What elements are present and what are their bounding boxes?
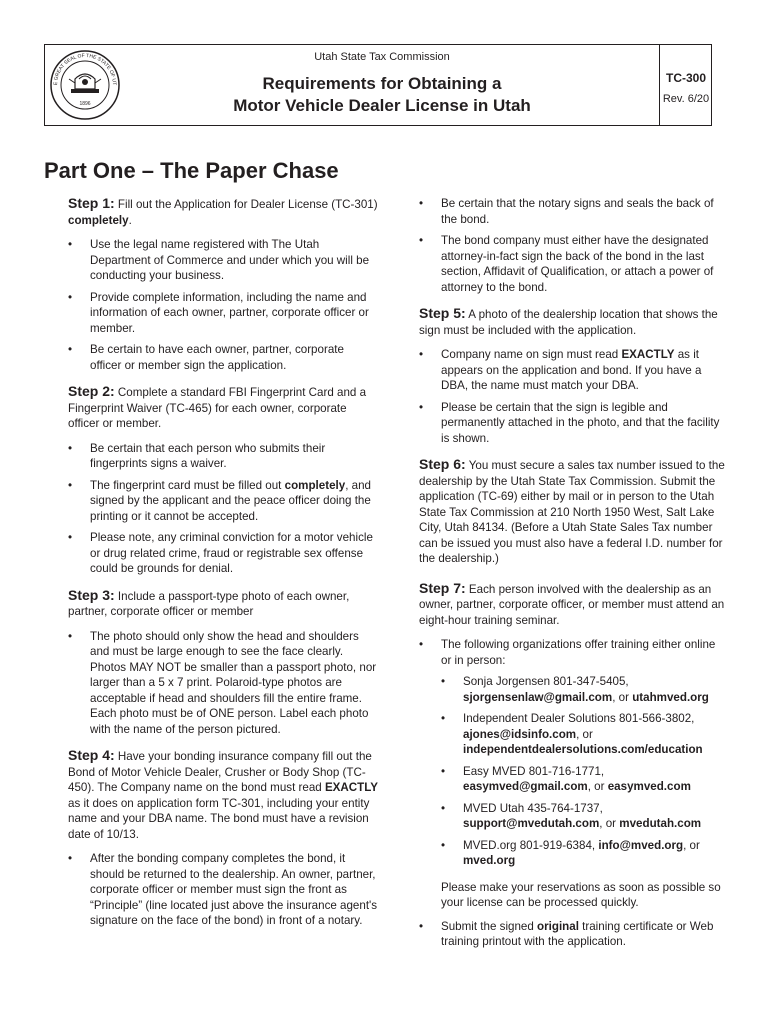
provider-email-link[interactable]: ajones@idsinfo.com xyxy=(463,727,577,741)
revision-date: Rev. 6/20 xyxy=(662,93,710,105)
provider-item: • MVED.org 801-919-6384, info@mved.org, or mved.org xyxy=(441,838,725,869)
step-3: Step 3: Include a passport-type photo of each owner, partner, corporate officer or member xyxy=(68,586,350,618)
step-3-bullets xyxy=(68,629,378,738)
list-item: • Be certain that the notary signs and seals the back of the bond. xyxy=(419,196,725,227)
provider-web-link[interactable]: mvedutah.com xyxy=(619,817,702,830)
form-title: Requirements for Obtaining a Motor Vehicle Dealer License in Utah xyxy=(233,74,531,115)
list-item: • Submit the signed original training certificate or Web training printout with the application. xyxy=(419,919,725,950)
list-item: • Please be certain that the sign is legible and permanently attached in the photo, and that the facility is shown. xyxy=(419,400,725,447)
step-7: Step 7: Each person involved with the dealership as an owner, partner, corporate officer, or member must attend an eight-hour training seminar. xyxy=(419,579,725,627)
step-4-bullets-right xyxy=(419,196,725,295)
left-column xyxy=(68,196,378,940)
list-item: • The bond company must either have the designated attorney-in-fact sign the back of the bond in the last section, Affidavit of Qualification, or attach a power of attorney to the bond. xyxy=(419,233,725,295)
provider-web-link[interactable]: easymved.com xyxy=(607,780,691,793)
provider-email-link[interactable]: sjorgensenlaw@gmail.com xyxy=(463,690,613,704)
step-2: Step 2: Complete a standard FBI Fingerprint Card and a Fingerprint Waiver (TC-465) for each owner, corporate officer or member. xyxy=(68,383,367,430)
step-7-bullets-final xyxy=(419,919,725,950)
step-4-bullets-left xyxy=(68,851,378,929)
list-item: • The following organizations offer training either online or in person: • Sonja Jorgensen 801-347-5405, sjorgensenlaw@gmail.com, or utahmved.org • Independent Dealer Solutions 801-566-3802, ajones@idsinfo.com, or independentdealersolutions.com/education • Easy MVED 801-716-1771, easymved@gmail.com, or easymved.com • MVED Utah 435-764-1737, support@mvedutah.com, or mvedutah.com • MVED.org 801-919-6384, info@mved.org, or mved.org xyxy=(419,637,725,869)
part-title: Part One – The Paper Chase xyxy=(44,158,339,183)
step-1-bullets xyxy=(68,237,378,373)
svg-text:1896: 1896 xyxy=(79,101,91,107)
provider-web-link[interactable]: mved.org xyxy=(463,854,516,867)
form-header xyxy=(44,44,712,126)
list-item: • After the bonding company completes the bond, it should be returned to the dealership. An owner, partner, corporate officer or member must sign the front as “Principle” (line located just above the insurance agent's signature on the face of the bond) in front of a notary. xyxy=(68,851,378,929)
list-item: • Be certain to have each owner, partner, corporate officer or member sign the application. xyxy=(68,342,378,373)
step-7-bullets xyxy=(419,637,725,869)
form-number: TC-300 xyxy=(665,71,706,85)
provider-email-link[interactable]: easymved@gmail.com xyxy=(463,780,588,793)
list-item: • Use the legal name registered with The Utah Department of Commerce and under which you will be conducting your business. xyxy=(68,237,378,284)
step-5: Step 5: A photo of the dealership location that shows the sign must be included with the application. xyxy=(419,305,718,337)
provider-item: • Independent Dealer Solutions 801-566-3802, ajones@idsinfo.com, or independentdealersolutions.com/education xyxy=(441,711,725,758)
utah-state-seal-icon xyxy=(49,49,121,121)
list-item: • Please note, any criminal conviction for a motor vehicle or drug related crime, fraud or registrable sex offense could be grounds for denial. xyxy=(68,530,378,577)
provider-web-link[interactable]: independentdealersolutions.com/education xyxy=(463,743,703,756)
list-item: • The fingerprint card must be filled out completely, and signed by the applicant and the peace officer doing the printing or it cannot be accepted. xyxy=(68,478,378,525)
step-5-bullets xyxy=(419,347,725,446)
svg-text:THE GREAT SEAL OF THE STATE OF: E GREAT SEAL OF THE STATE OF UT xyxy=(52,52,118,86)
list-item: • The photo should only show the head and shoulders and must be large enough to see the face clearly. Photos MAY NOT be smaller than a passport photo, nor larger than a 5 x 7 print. Polaroid-type photos are acceptable if head and shoulders fill the entire frame. Each photo must be of ONE person. Label each photo with the name of the person pictured. xyxy=(68,629,378,738)
provider-email-link[interactable]: info@mved.org xyxy=(598,838,684,852)
right-column xyxy=(419,196,725,961)
agency-name: Utah State Tax Commission xyxy=(314,51,450,63)
provider-email-link[interactable]: support@mvedutah.com xyxy=(463,817,600,830)
step-2-bullets xyxy=(68,441,378,577)
list-item: • Company name on sign must read EXACTLY as it appears on the application and bond. If you have a DBA, the name must match your DBA. xyxy=(419,347,725,394)
provider-item: • MVED Utah 435-764-1737, support@mvedutah.com, or mvedutah.com xyxy=(441,801,725,832)
provider-web-link[interactable]: utahmved.org xyxy=(632,690,709,704)
provider-item: • Easy MVED 801-716-1771, easymved@gmail.com, or easymved.com xyxy=(441,764,725,795)
provider-item: • Sonja Jorgensen 801-347-5405, sjorgensenlaw@gmail.com, or utahmved.org xyxy=(441,674,725,705)
training-providers-list xyxy=(441,674,725,869)
step-6: Step 6: You must secure a sales tax number issued to the dealership by the Utah State Tax Commission. Submit the application (TC-69) either by mail or in person to the Utah State Tax Commission at 210 North 1950 West, Salt Lake City, Utah 84134. (Before a Utah State Sales Tax number can be issued you must also have a federal I.D. number for the dealership.) xyxy=(419,456,725,565)
reservation-note: Please make your reservations as soon as possible so your license can be processed quickly. xyxy=(441,880,721,909)
list-item: • Provide complete information, including the name and information of each owner, partner, corporate officer or member. xyxy=(68,290,378,337)
list-item: • Be certain that each person who submits their fingerprints signs a waiver. xyxy=(68,441,378,472)
step-4: Step 4: Have your bonding insurance company fill out the Bond of Motor Vehicle Dealer, Crusher or Body Shop (TC-450). The Company name on the bond must read EXACTLY as it does on application form TC-301, including your entity name and your DBA name. The bond must have a revision date of 10/13. xyxy=(68,747,378,841)
step-1: Step 1: Fill out the Application for Dealer License (TC-301) completely. xyxy=(68,195,378,227)
